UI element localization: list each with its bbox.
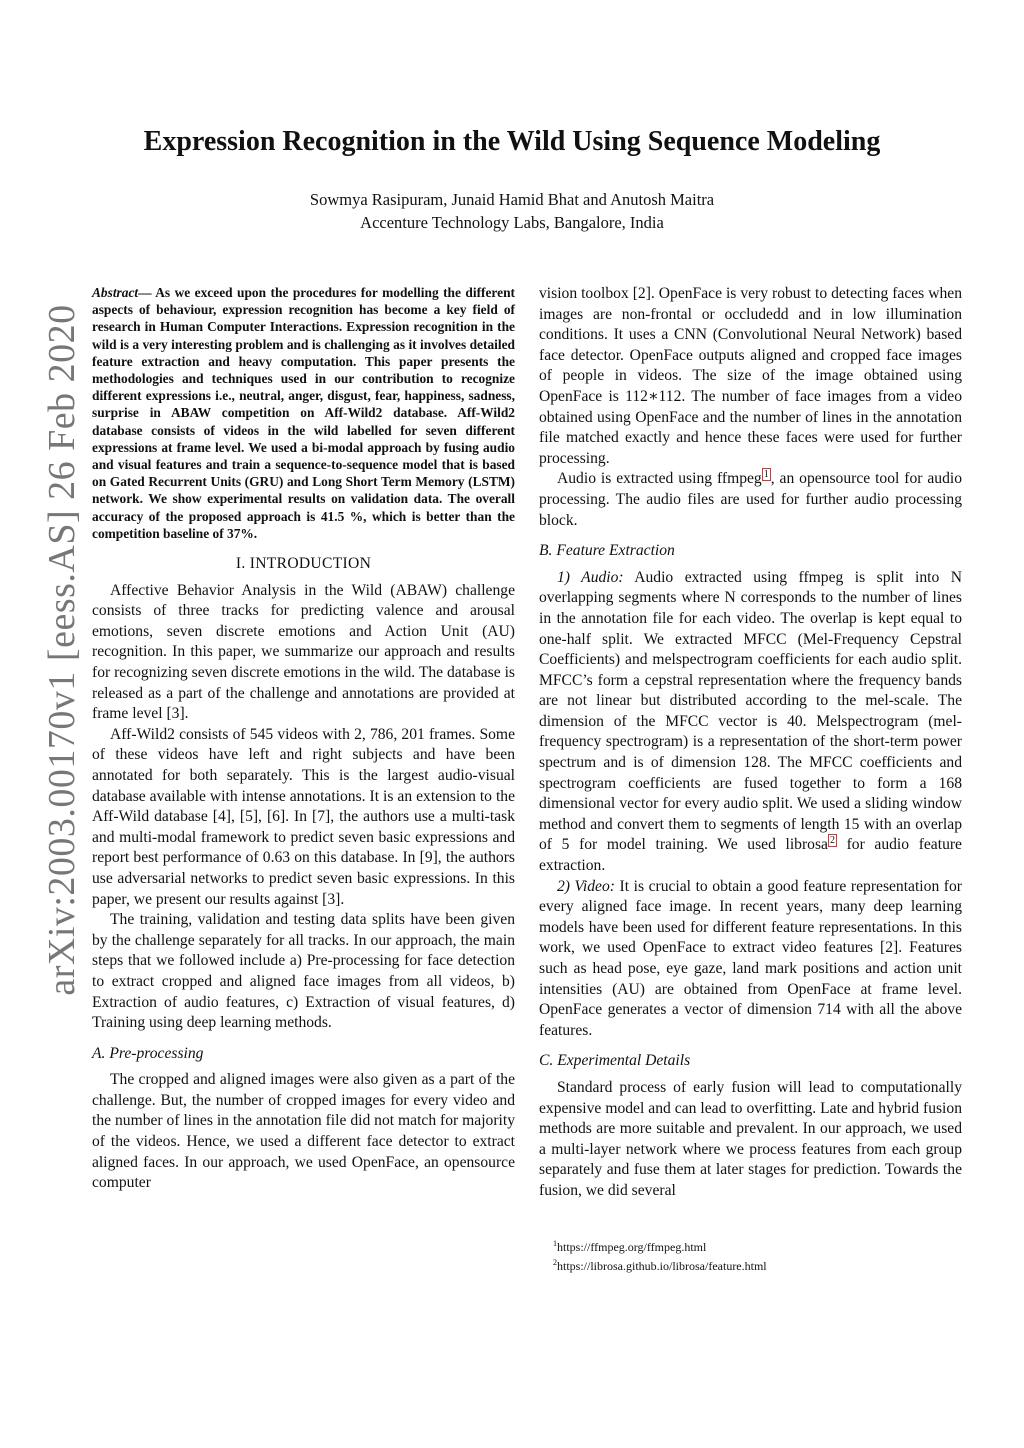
audio-paragraph-label: 1) Audio: [557,568,624,586]
footnote-2-number: 2 [553,1258,557,1267]
preprocessing-paragraph-1: The cropped and aligned images were also given as a part of the challenge. But, the number of cropped images for every video and the number of lines in the annotation file did not match for majority of the videos. Hence, we used a different face detector to extract aligned faces. In our approach, we used OpenFace, an opensource computer [92,1071,515,1192]
audio-feature-text-cont: for audio feature extraction. [539,836,962,875]
footnote-1-number: 1 [553,1239,557,1248]
left-column [92,284,515,1194]
footnote-ref-2[interactable]: 2 [829,835,835,847]
video-paragraph-label: 2) Video: [557,877,615,895]
preprocessing-paragraph-2 [539,469,962,531]
intro-paragraph-3: The training, validation and testing data splits have been given by the challenge separately for all tracks. In our approach, the main steps that we followed include a) Pre-processing for face detection to extract cropped and aligned face images from all videos, b) Extraction of audio features, c) Extraction of visual features, d) Training using deep learning methods. [92,911,515,1032]
audio-feature-text: Audio extracted using ffmpeg is split into N overlapping segments where N corresponds to the number of lines in the annotation file for each video. The overlap is kept equal to one-half split. We extracted MFCC (Mel-Frequency Cepstral Coefficients) and melspectrogram coefficients for each audio split. MFCC’s form a cepstral representation where the frequency bands are not linear but distributed according to the mel-scale. The dimension of the MFCC vector is 40. Melspectrogram (mel-frequency spectrogram) is a representation of the short-term power spectrum and is of dimension 128. The MFCC coefficients and spectrogram coefficients are fused together to form a 168 dimensional vector for every audio split. We used a sliding window method and convert them to segments of length 15 with an overlap of 5 for model training. We used librosa [539,568,962,854]
audio-extraction-text-cont: , an opensource tool for audio processing. The audio files are used for further audio processing block. [539,470,962,529]
footnote-1-url[interactable]: https://ffmpeg.org/ffmpeg.html [557,1240,707,1254]
paper-title: Expression Recognition in the Wild Using Sequence Modeling [143,126,881,157]
subsection-heading-experimental: C. Experimental Details [539,1052,691,1070]
subsection-heading-feature-extraction: B. Feature Extraction [539,542,675,560]
footnote-2-url[interactable]: https://librosa.github.io/librosa/feature.html [557,1259,767,1273]
footnote-2 [553,1255,767,1274]
abstract [92,284,515,542]
audio-extraction-text: Audio is extracted using ffmpeg [557,470,762,488]
footnote-1 [553,1236,767,1255]
right-column [539,284,962,1202]
video-feature-text: It is crucial to obtain a good feature representation for every aligned face image. In recent years, many deep learning models have been used for different feature representations. In this work, we used OpenFace to extract video features [2]. Features such as head pose, eye gaze, land mark positions and action unit intensities (AU) are obtained from OpenFace at frame level. OpenFace generates a vector of dimension 714 with all the above features. [539,877,962,1039]
video-feature-paragraph [539,877,962,1042]
experimental-paragraph-1: Standard process of early fusion will lead to computationally expensive model and can lead to overfitting. Late and hybrid fusion methods are more suitable and prevalent. In our approach, we used a multi-layer network where we process features from each group separately and fuse them at later stages for prediction. Towards the fusion, we did several [539,1078,962,1199]
arxiv-identifier: arXiv:2003.00170v1 [eess.AS] 26 Feb 2020 [41,304,83,996]
intro-paragraph-2: Aff-Wild2 consists of 545 videos with 2, 786, 201 frames. Some of these videos have left and right subjects and have been annotated for both separately. This is the largest audio-visual database available with intense annotations. It is an extension to the Aff-Wild database [4], [5], [6]. In [7], the authors use a multi-task and multi-modal framework to predict seven basic expressions and report best performance of 0.63 on this database. In [9], the authors use adversarial networks to predict seven basic expressions. In this paper, we present our results against [3]. [92,725,515,908]
subsection-heading-preprocessing: A. Pre-processing [92,1044,204,1062]
section-heading-introduction: I. INTRODUCTION [235,555,372,573]
footnote-ref-1[interactable]: 1 [763,469,769,481]
preprocessing-continuation: vision toolbox [2]. OpenFace is very robust to detecting faces when images are non-frontal or occludedd and in low illumination conditions. It uses a CNN (Convolutional Neural Network) based face detector. OpenFace outputs aligned and cropped face images of people in videos. The size of the image obtained using OpenFace is 112∗112. The number of face images from a video obtained using OpenFace and the number of lines in the annotation file matched exactly and hence these faces were used for further processing. [539,285,962,467]
abstract-body: — As we exceed upon the procedures for modelling the different aspects of behaviour, expression recognition has become a key field of research in Human Computer Interactions. Expression recognition in the wild is a very interesting problem and is challenging as it involves detailed feature extraction and heavy computation. This paper presents the methodologies and techniques used in our contribution to recognize different expressions i.e., neutral, anger, disgust, fear, happiness, sadness, surprise in ABAW competition on Aff-Wild2 database. Aff-Wild2 database consists of videos in the wild labelled for seven different expressions at frame level. We used a bi-modal approach by fusing audio and visual features and train a sequence-to-sequence model that is based on Gated Recurrent Units (GRU) and Long Short Term Memory (LSTM) network. We show experimental results on validation data. The overall accuracy of the proposed approach is 41.5 %, which is better than the competition baseline of 37%. [92,285,515,541]
footnotes [553,1236,767,1274]
intro-paragraph-1: Affective Behavior Analysis in the Wild (ABAW) challenge consists of three tracks for predicting valence and arousal emotions, seven discrete emotions and Action Unit (AU) recognition. In this paper, we summarize our approach and results for recognizing seven discrete emotions in the wild. The database is released as a part of the challenge and annotations are provided at frame level [3]. [92,581,515,723]
author-list: Sowmya Rasipuram, Junaid Hamid Bhat and Anutosh Maitra [309,190,715,209]
audio-feature-paragraph [539,568,962,877]
abstract-lead: Abstract [92,285,139,300]
affiliation: Accenture Technology Labs, Bangalore, India [360,213,664,232]
